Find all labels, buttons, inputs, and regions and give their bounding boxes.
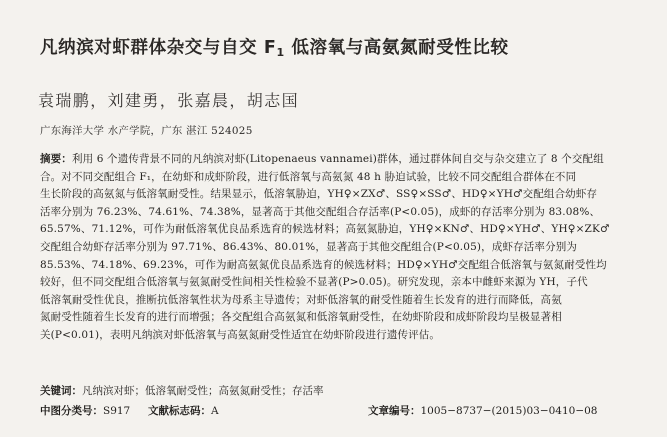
abstract-line: 交配组合幼虾存活率分别为 97.71%、86.43%、80.01%，显著高于其他交配组合(P<0.05)，成虾存活率分别为 <box>40 240 578 253</box>
clc-number <box>40 405 130 417</box>
abstract-line: 65.57%、71.12%，可作为耐低溶氧优良品系选育的候选材料；高氨氮胁迫，YH♀×KN♂、HD♀×YH♂、YH♀×ZK♂ <box>40 223 610 236</box>
abstract-label: 摘要： <box>40 153 72 165</box>
keywords-text: 凡纳滨对虾；低溶氧耐受性；高氨氮耐受性；存活率 <box>82 385 324 397</box>
article-value: 1005−8737−(2015)03−0410−08 <box>420 405 598 417</box>
clc-label: 中图分类号： <box>40 405 103 417</box>
title-rest: 低溶氧与高氨氮耐受性比较 <box>284 38 509 58</box>
abstract-line: 合。对不同交配组合 F₁，在幼虾和成虾阶段，进行低溶氧与高氨氮 48 h 胁迫试验，比较不同交配组合群体在不同 <box>40 170 577 183</box>
abstract-line: 关(P<0.01)，表明凡纳滨对虾低溶氧与高氨氮耐受性适宜在幼虾阶段进行遗传评估。 <box>40 328 441 341</box>
abstract-line <box>40 151 646 169</box>
abstract-line: 氮耐受性随着生长发育的进行而增强；各交配组合高氨氮和低溶氧耐受性，在幼虾阶段和成虾阶段均呈极显著相 <box>40 311 562 324</box>
classification-line <box>40 403 640 418</box>
title-main: 凡纳滨对虾群体杂交与自交 F <box>40 38 277 58</box>
abstract-line: 低溶氧耐受性优良，推断抗低溶氧性状为母系主导遗传；对虾低溶氧的耐受性随着生长发育的进行而降低，高氨 <box>40 293 562 306</box>
article-label: 文章编号： <box>368 405 421 417</box>
document-code <box>148 403 219 418</box>
affiliation: 广东海洋大学 水产学院，广东 湛江 524025 <box>40 125 253 137</box>
keywords <box>40 383 324 398</box>
abstract-line-text: 利用 6 个遗传背景不同的凡纳滨对虾(Litopenaeus vannamei)群体，通过群体间自交与杂交建立了 8 个交配组 <box>71 153 604 165</box>
abstract <box>40 151 646 345</box>
author-list: 袁瑞鹏，刘建勇，张嘉晨，胡志国 <box>38 91 300 110</box>
title-subscript: 1 <box>276 46 285 59</box>
doc-value: A <box>211 405 219 417</box>
keywords-label: 关键词： <box>40 385 82 397</box>
article-number <box>368 403 598 418</box>
doc-label: 文献标志码： <box>148 405 211 417</box>
abstract-line: 生长阶段的高氨氮与低溶氧耐受性。结果显示，低溶氧胁迫，YH♀×ZX♂、SS♀×SS♂、HD♀×YH♂交配组合幼虾存 <box>40 188 598 201</box>
abstract-line: 85.53%、74.18%、69.23%，可作为耐高氨氮优良品系选育的候选材料；HD♀×YH♂交配组合低溶氧与氨氮耐受性均 <box>40 258 607 271</box>
abstract-line: 活率分别为 76.23%、74.61%、74.38%，显著高于其他交配组合存活率(P<0.05)，成虾的存活率分别为 83.08%、 <box>40 205 601 218</box>
paper-title <box>40 34 650 59</box>
clc-value: S917 <box>103 405 131 417</box>
abstract-line: 较好，但不同交配组合低溶氧与氨氮耐受性间相关性检验不显著(P>0.05)。研究发现，亲本中雌虾来源为 YH，子代 <box>40 276 588 289</box>
